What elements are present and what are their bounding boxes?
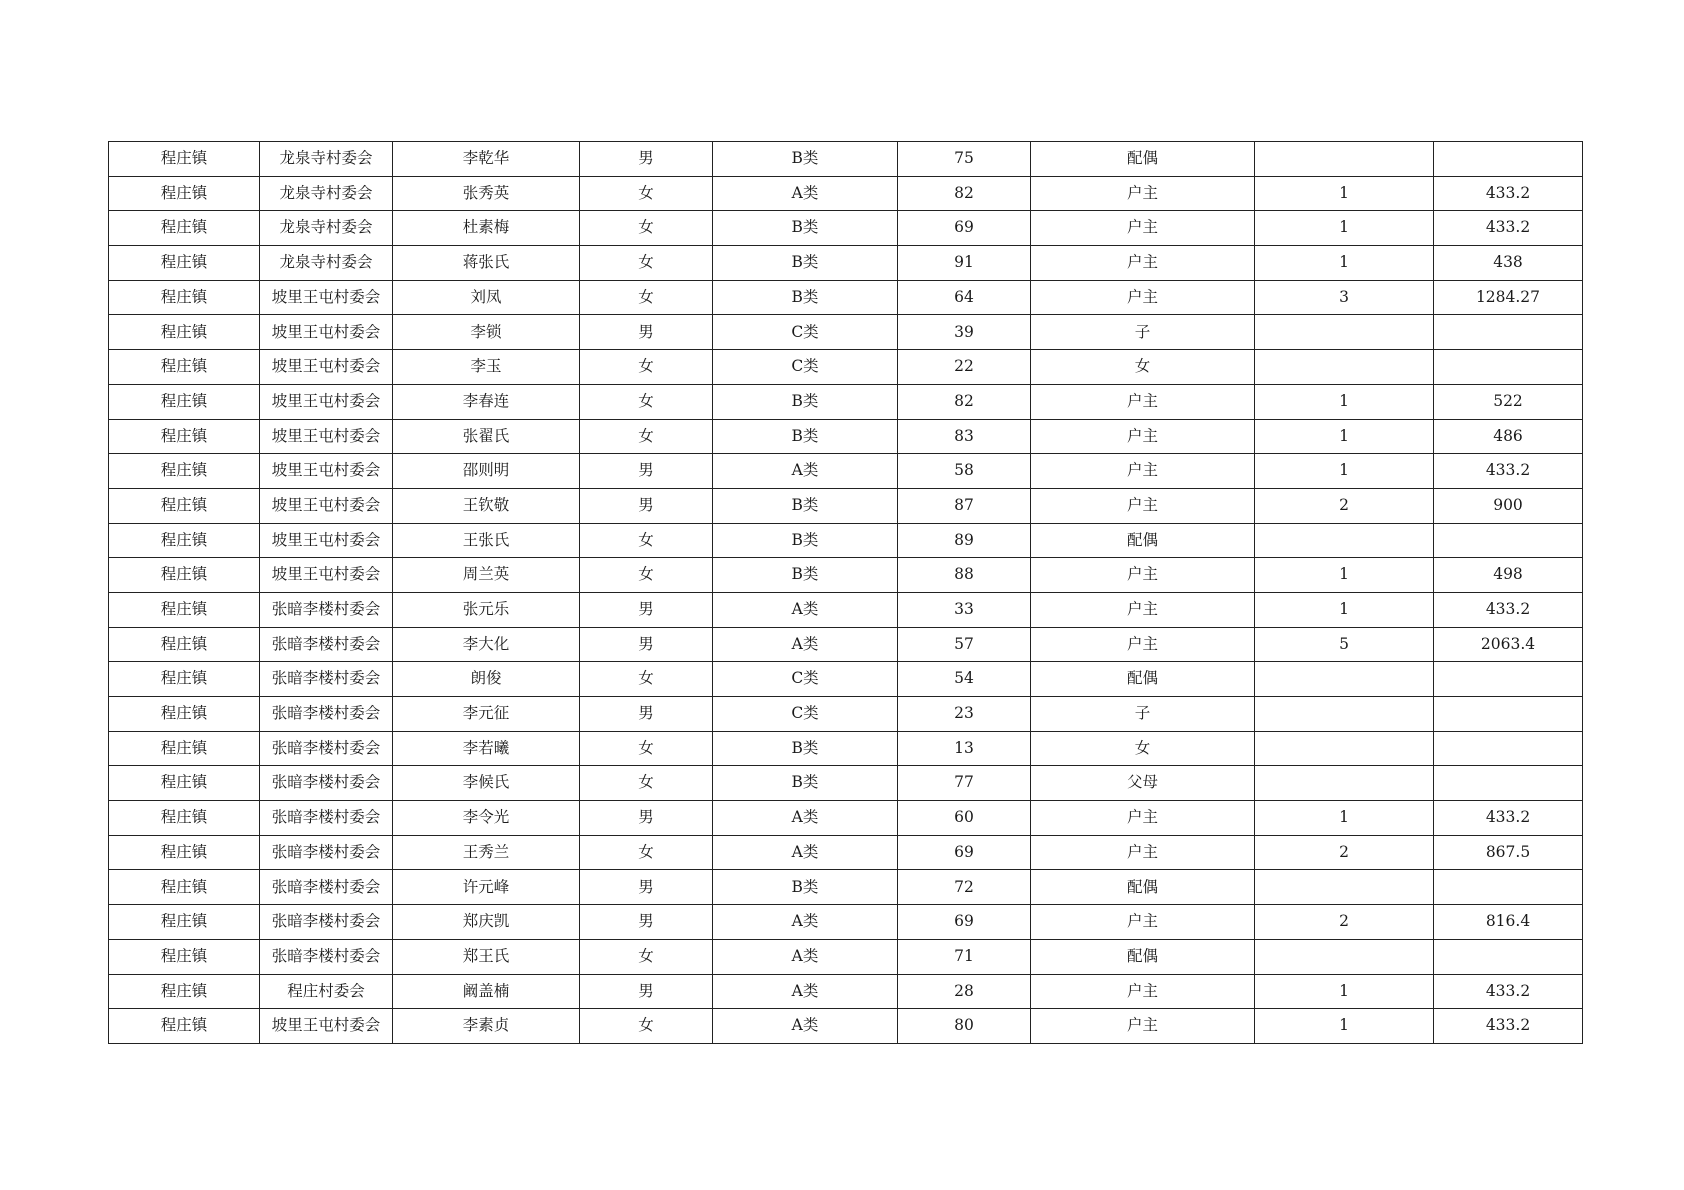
table-row: [109, 384, 1583, 419]
age-cell: 23: [898, 697, 1031, 732]
village-cell: 龙泉寺村委会: [260, 211, 393, 246]
amount-cell: 433.2: [1434, 176, 1583, 211]
relation-cell: 配偶: [1031, 870, 1255, 905]
amount-cell: [1434, 662, 1583, 697]
category-cell: B类: [713, 523, 898, 558]
gender-cell: 女: [580, 731, 713, 766]
table-row: [109, 350, 1583, 385]
town-cell: 程庄镇: [109, 1009, 260, 1044]
table-row: [109, 280, 1583, 315]
village-cell: 坡里王屯村委会: [260, 419, 393, 454]
town-cell: 程庄镇: [109, 523, 260, 558]
town-cell: 程庄镇: [109, 176, 260, 211]
amount-cell: [1434, 731, 1583, 766]
household-size-cell: 1: [1255, 211, 1434, 246]
category-cell: B类: [713, 870, 898, 905]
name-cell: 李素贞: [393, 1009, 580, 1044]
name-cell: 刘凤: [393, 280, 580, 315]
relation-cell: 配偶: [1031, 939, 1255, 974]
town-cell: 程庄镇: [109, 454, 260, 489]
table-row: [109, 697, 1583, 732]
gender-cell: 男: [580, 454, 713, 489]
category-cell: C类: [713, 662, 898, 697]
amount-cell: 433.2: [1434, 974, 1583, 1009]
gender-cell: 女: [580, 350, 713, 385]
village-cell: 张暗李楼村委会: [260, 731, 393, 766]
village-cell: 坡里王屯村委会: [260, 523, 393, 558]
name-cell: 朗俊: [393, 662, 580, 697]
gender-cell: 女: [580, 246, 713, 281]
household-size-cell: 1: [1255, 801, 1434, 836]
amount-cell: 498: [1434, 558, 1583, 593]
category-cell: A类: [713, 905, 898, 940]
gender-cell: 女: [580, 558, 713, 593]
age-cell: 80: [898, 1009, 1031, 1044]
household-size-cell: 1: [1255, 384, 1434, 419]
village-cell: 坡里王屯村委会: [260, 1009, 393, 1044]
gender-cell: 男: [580, 488, 713, 523]
gender-cell: 男: [580, 905, 713, 940]
table-row: [109, 731, 1583, 766]
household-size-cell: 1: [1255, 558, 1434, 593]
category-cell: B类: [713, 142, 898, 177]
amount-cell: 2063.4: [1434, 627, 1583, 662]
category-cell: C类: [713, 315, 898, 350]
relation-cell: 配偶: [1031, 523, 1255, 558]
name-cell: 李锁: [393, 315, 580, 350]
gender-cell: 男: [580, 592, 713, 627]
category-cell: B类: [713, 558, 898, 593]
table-row: [109, 176, 1583, 211]
name-cell: 李玉: [393, 350, 580, 385]
table-row: [109, 246, 1583, 281]
village-cell: 龙泉寺村委会: [260, 142, 393, 177]
category-cell: A类: [713, 974, 898, 1009]
household-size-cell: [1255, 766, 1434, 801]
age-cell: 75: [898, 142, 1031, 177]
village-cell: 张暗李楼村委会: [260, 766, 393, 801]
gender-cell: 女: [580, 523, 713, 558]
amount-cell: 433.2: [1434, 592, 1583, 627]
gender-cell: 男: [580, 697, 713, 732]
category-cell: A类: [713, 835, 898, 870]
name-cell: 李令光: [393, 801, 580, 836]
age-cell: 82: [898, 384, 1031, 419]
table-row: [109, 1009, 1583, 1044]
household-size-cell: 2: [1255, 835, 1434, 870]
age-cell: 54: [898, 662, 1031, 697]
gender-cell: 女: [580, 835, 713, 870]
town-cell: 程庄镇: [109, 211, 260, 246]
town-cell: 程庄镇: [109, 350, 260, 385]
town-cell: 程庄镇: [109, 280, 260, 315]
amount-cell: [1434, 766, 1583, 801]
household-size-cell: 2: [1255, 905, 1434, 940]
table-row: [109, 142, 1583, 177]
relation-cell: 子: [1031, 697, 1255, 732]
age-cell: 60: [898, 801, 1031, 836]
name-cell: 阚盖楠: [393, 974, 580, 1009]
household-size-cell: [1255, 315, 1434, 350]
village-cell: 坡里王屯村委会: [260, 488, 393, 523]
category-cell: B类: [713, 731, 898, 766]
gender-cell: 男: [580, 627, 713, 662]
amount-cell: 433.2: [1434, 801, 1583, 836]
relation-cell: 户主: [1031, 974, 1255, 1009]
age-cell: 69: [898, 835, 1031, 870]
town-cell: 程庄镇: [109, 315, 260, 350]
village-cell: 龙泉寺村委会: [260, 246, 393, 281]
name-cell: 许元峰: [393, 870, 580, 905]
age-cell: 88: [898, 558, 1031, 593]
age-cell: 89: [898, 523, 1031, 558]
name-cell: 张元乐: [393, 592, 580, 627]
age-cell: 69: [898, 905, 1031, 940]
town-cell: 程庄镇: [109, 662, 260, 697]
relation-cell: 配偶: [1031, 142, 1255, 177]
age-cell: 57: [898, 627, 1031, 662]
table-row: [109, 835, 1583, 870]
household-size-cell: [1255, 697, 1434, 732]
relation-cell: 户主: [1031, 488, 1255, 523]
category-cell: C类: [713, 350, 898, 385]
name-cell: 郑王氏: [393, 939, 580, 974]
town-cell: 程庄镇: [109, 488, 260, 523]
table-row: [109, 627, 1583, 662]
town-cell: 程庄镇: [109, 142, 260, 177]
relation-cell: 户主: [1031, 454, 1255, 489]
table-row: [109, 592, 1583, 627]
village-cell: 张暗李楼村委会: [260, 835, 393, 870]
table-row: [109, 662, 1583, 697]
town-cell: 程庄镇: [109, 384, 260, 419]
village-cell: 张暗李楼村委会: [260, 662, 393, 697]
village-cell: 张暗李楼村委会: [260, 905, 393, 940]
gender-cell: 男: [580, 974, 713, 1009]
category-cell: A类: [713, 1009, 898, 1044]
category-cell: B类: [713, 766, 898, 801]
relation-cell: 户主: [1031, 211, 1255, 246]
table-row: [109, 523, 1583, 558]
name-cell: 王钦敬: [393, 488, 580, 523]
town-cell: 程庄镇: [109, 627, 260, 662]
category-cell: C类: [713, 697, 898, 732]
amount-cell: [1434, 315, 1583, 350]
relation-cell: 户主: [1031, 280, 1255, 315]
name-cell: 张翟氏: [393, 419, 580, 454]
amount-cell: 486: [1434, 419, 1583, 454]
gender-cell: 女: [580, 662, 713, 697]
town-cell: 程庄镇: [109, 419, 260, 454]
household-size-cell: 1: [1255, 419, 1434, 454]
relation-cell: 户主: [1031, 384, 1255, 419]
name-cell: 杜素梅: [393, 211, 580, 246]
table-row: [109, 905, 1583, 940]
relation-cell: 父母: [1031, 766, 1255, 801]
age-cell: 33: [898, 592, 1031, 627]
age-cell: 13: [898, 731, 1031, 766]
age-cell: 69: [898, 211, 1031, 246]
gender-cell: 女: [580, 939, 713, 974]
category-cell: A类: [713, 454, 898, 489]
relation-cell: 户主: [1031, 801, 1255, 836]
town-cell: 程庄镇: [109, 870, 260, 905]
name-cell: 张秀英: [393, 176, 580, 211]
age-cell: 64: [898, 280, 1031, 315]
gender-cell: 女: [580, 1009, 713, 1044]
category-cell: B类: [713, 246, 898, 281]
household-size-cell: [1255, 870, 1434, 905]
household-size-cell: 2: [1255, 488, 1434, 523]
category-cell: B类: [713, 280, 898, 315]
town-cell: 程庄镇: [109, 558, 260, 593]
town-cell: 程庄镇: [109, 766, 260, 801]
household-size-cell: 1: [1255, 176, 1434, 211]
amount-cell: [1434, 350, 1583, 385]
amount-cell: 816.4: [1434, 905, 1583, 940]
amount-cell: 867.5: [1434, 835, 1583, 870]
category-cell: A类: [713, 939, 898, 974]
table-row: [109, 870, 1583, 905]
amount-cell: 433.2: [1434, 211, 1583, 246]
gender-cell: 男: [580, 870, 713, 905]
gender-cell: 女: [580, 211, 713, 246]
village-cell: 张暗李楼村委会: [260, 939, 393, 974]
category-cell: A类: [713, 801, 898, 836]
village-cell: 张暗李楼村委会: [260, 870, 393, 905]
relation-cell: 户主: [1031, 176, 1255, 211]
category-cell: A类: [713, 592, 898, 627]
household-size-cell: 1: [1255, 454, 1434, 489]
relation-cell: 配偶: [1031, 662, 1255, 697]
table-row: [109, 766, 1583, 801]
age-cell: 72: [898, 870, 1031, 905]
village-cell: 坡里王屯村委会: [260, 350, 393, 385]
age-cell: 71: [898, 939, 1031, 974]
beneficiary-table: [108, 141, 1583, 1044]
village-cell: 张暗李楼村委会: [260, 592, 393, 627]
gender-cell: 男: [580, 142, 713, 177]
age-cell: 39: [898, 315, 1031, 350]
table-row: [109, 801, 1583, 836]
name-cell: 李大化: [393, 627, 580, 662]
relation-cell: 户主: [1031, 419, 1255, 454]
household-size-cell: [1255, 731, 1434, 766]
village-cell: 张暗李楼村委会: [260, 697, 393, 732]
amount-cell: 433.2: [1434, 1009, 1583, 1044]
table-row: [109, 315, 1583, 350]
village-cell: 坡里王屯村委会: [260, 280, 393, 315]
age-cell: 91: [898, 246, 1031, 281]
name-cell: 邵则明: [393, 454, 580, 489]
amount-cell: 1284.27: [1434, 280, 1583, 315]
town-cell: 程庄镇: [109, 974, 260, 1009]
household-size-cell: [1255, 523, 1434, 558]
table-row: [109, 939, 1583, 974]
category-cell: B类: [713, 488, 898, 523]
amount-cell: 433.2: [1434, 454, 1583, 489]
gender-cell: 女: [580, 384, 713, 419]
gender-cell: 女: [580, 419, 713, 454]
village-cell: 坡里王屯村委会: [260, 454, 393, 489]
relation-cell: 户主: [1031, 1009, 1255, 1044]
relation-cell: 户主: [1031, 558, 1255, 593]
category-cell: B类: [713, 419, 898, 454]
town-cell: 程庄镇: [109, 835, 260, 870]
gender-cell: 女: [580, 176, 713, 211]
household-size-cell: 1: [1255, 246, 1434, 281]
village-cell: 龙泉寺村委会: [260, 176, 393, 211]
name-cell: 李元征: [393, 697, 580, 732]
name-cell: 李乾华: [393, 142, 580, 177]
village-cell: 张暗李楼村委会: [260, 801, 393, 836]
town-cell: 程庄镇: [109, 905, 260, 940]
name-cell: 李候氏: [393, 766, 580, 801]
household-size-cell: [1255, 142, 1434, 177]
table-row: [109, 419, 1583, 454]
name-cell: 王张氏: [393, 523, 580, 558]
relation-cell: 户主: [1031, 592, 1255, 627]
town-cell: 程庄镇: [109, 697, 260, 732]
category-cell: A类: [713, 627, 898, 662]
table-row: [109, 488, 1583, 523]
amount-cell: 438: [1434, 246, 1583, 281]
gender-cell: 女: [580, 280, 713, 315]
household-size-cell: [1255, 662, 1434, 697]
name-cell: 周兰英: [393, 558, 580, 593]
village-cell: 坡里王屯村委会: [260, 315, 393, 350]
age-cell: 22: [898, 350, 1031, 385]
age-cell: 28: [898, 974, 1031, 1009]
village-cell: 程庄村委会: [260, 974, 393, 1009]
name-cell: 李春连: [393, 384, 580, 419]
town-cell: 程庄镇: [109, 801, 260, 836]
amount-cell: 522: [1434, 384, 1583, 419]
age-cell: 77: [898, 766, 1031, 801]
category-cell: B类: [713, 384, 898, 419]
name-cell: 李若曦: [393, 731, 580, 766]
table-row: [109, 454, 1583, 489]
amount-cell: [1434, 523, 1583, 558]
town-cell: 程庄镇: [109, 731, 260, 766]
household-size-cell: [1255, 939, 1434, 974]
village-cell: 张暗李楼村委会: [260, 627, 393, 662]
name-cell: 王秀兰: [393, 835, 580, 870]
category-cell: B类: [713, 211, 898, 246]
household-size-cell: 1: [1255, 1009, 1434, 1044]
table-row: [109, 974, 1583, 1009]
name-cell: 蒋张氏: [393, 246, 580, 281]
village-cell: 坡里王屯村委会: [260, 558, 393, 593]
relation-cell: 户主: [1031, 835, 1255, 870]
amount-cell: [1434, 870, 1583, 905]
relation-cell: 户主: [1031, 246, 1255, 281]
relation-cell: 户主: [1031, 905, 1255, 940]
table-row: [109, 211, 1583, 246]
amount-cell: [1434, 142, 1583, 177]
gender-cell: 女: [580, 766, 713, 801]
age-cell: 87: [898, 488, 1031, 523]
relation-cell: 女: [1031, 731, 1255, 766]
household-size-cell: 1: [1255, 592, 1434, 627]
table-body: [109, 142, 1583, 1044]
household-size-cell: 3: [1255, 280, 1434, 315]
household-size-cell: 5: [1255, 627, 1434, 662]
gender-cell: 男: [580, 315, 713, 350]
village-cell: 坡里王屯村委会: [260, 384, 393, 419]
town-cell: 程庄镇: [109, 246, 260, 281]
category-cell: A类: [713, 176, 898, 211]
age-cell: 82: [898, 176, 1031, 211]
town-cell: 程庄镇: [109, 939, 260, 974]
town-cell: 程庄镇: [109, 592, 260, 627]
amount-cell: 900: [1434, 488, 1583, 523]
household-size-cell: [1255, 350, 1434, 385]
relation-cell: 户主: [1031, 627, 1255, 662]
amount-cell: [1434, 697, 1583, 732]
age-cell: 58: [898, 454, 1031, 489]
age-cell: 83: [898, 419, 1031, 454]
name-cell: 郑庆凯: [393, 905, 580, 940]
relation-cell: 子: [1031, 315, 1255, 350]
relation-cell: 女: [1031, 350, 1255, 385]
table-row: [109, 558, 1583, 593]
household-size-cell: 1: [1255, 974, 1434, 1009]
amount-cell: [1434, 939, 1583, 974]
gender-cell: 男: [580, 801, 713, 836]
